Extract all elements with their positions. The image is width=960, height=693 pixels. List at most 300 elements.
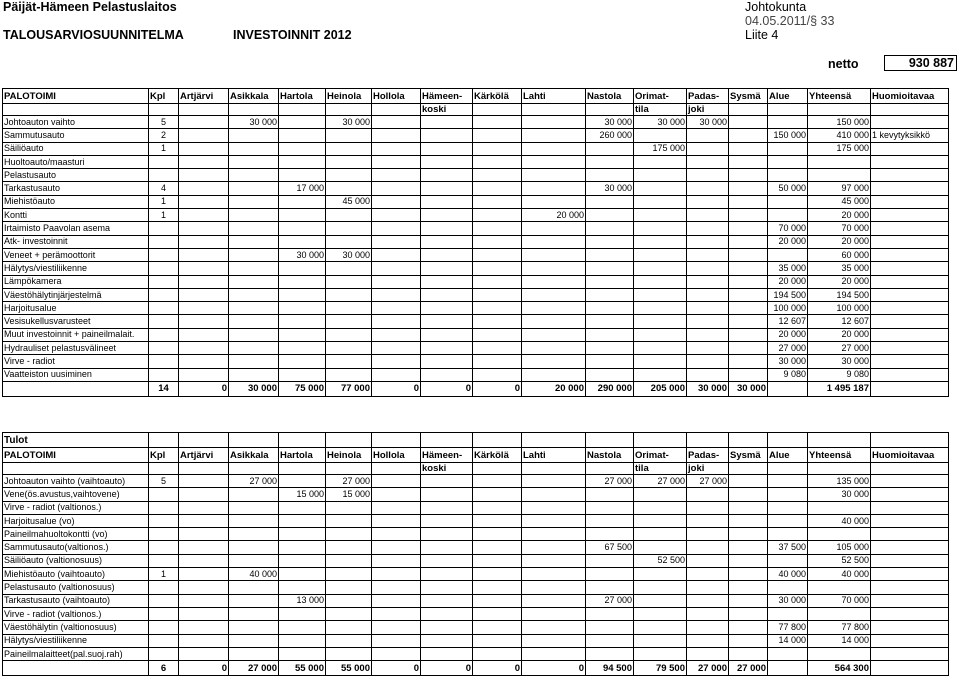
column-header: Huomioitavaa — [871, 448, 949, 463]
table-cell: 12 607 — [808, 315, 871, 328]
column-header: Hollola — [372, 448, 421, 463]
table-cell — [421, 302, 473, 315]
table-cell — [729, 514, 768, 527]
table-cell — [586, 568, 634, 581]
table-cell — [729, 155, 768, 168]
table-cell — [179, 195, 229, 208]
table-cell — [586, 328, 634, 341]
table-cell: Väestöhälytin (valtionosuus) — [3, 621, 149, 634]
table-cell: 0 — [421, 381, 473, 396]
table-cell — [729, 528, 768, 541]
table-cell — [871, 381, 949, 396]
table-cell — [586, 275, 634, 288]
table-cell — [229, 235, 279, 248]
table-cell — [326, 368, 372, 381]
table-cell — [808, 433, 871, 448]
table-cell: Hälytys/viestiliikenne — [3, 262, 149, 275]
table-cell — [808, 169, 871, 182]
table-cell — [372, 488, 421, 501]
netto-label: netto — [828, 57, 859, 71]
table-cell: 79 500 — [634, 661, 687, 676]
table-row — [3, 195, 949, 208]
table-cell: 30 000 — [687, 116, 729, 129]
table-cell — [871, 155, 949, 168]
table-cell: 15 000 — [279, 488, 326, 501]
table-cell: 27 000 — [586, 475, 634, 488]
table-cell — [279, 541, 326, 554]
table-row — [3, 302, 949, 315]
table-cell: 6 — [149, 661, 179, 676]
column-header: Hämeen- — [421, 89, 473, 104]
table-cell — [634, 262, 687, 275]
table-cell — [179, 275, 229, 288]
table-row — [3, 621, 949, 634]
table-cell — [421, 116, 473, 129]
table-cell — [473, 581, 522, 594]
table-cell: 20 000 — [808, 328, 871, 341]
table-cell: 55 000 — [279, 661, 326, 676]
table-cell — [522, 302, 586, 315]
table-row — [3, 209, 949, 222]
table-cell — [729, 594, 768, 607]
table-cell — [729, 182, 768, 195]
document-subtitle: INVESTOINNIT 2012 — [233, 28, 352, 42]
table-cell — [149, 262, 179, 275]
table-cell — [372, 501, 421, 514]
table-cell — [229, 554, 279, 567]
table-cell — [729, 355, 768, 368]
table-cell: 1 — [149, 209, 179, 222]
table-cell — [871, 342, 949, 355]
table-cell — [421, 634, 473, 647]
table-cell — [522, 328, 586, 341]
table-cell: 30 000 — [229, 381, 279, 396]
table-cell — [149, 594, 179, 607]
table-cell: 75 000 — [279, 381, 326, 396]
table-cell — [326, 342, 372, 355]
table-cell: 20 000 — [522, 209, 586, 222]
table-cell: 30 000 — [729, 381, 768, 396]
table-cell: 27 000 — [229, 475, 279, 488]
table-cell: Virve - radiot (valtionos.) — [3, 501, 149, 514]
table-cell: 0 — [372, 381, 421, 396]
table-cell — [473, 169, 522, 182]
table-cell — [634, 222, 687, 235]
table-cell — [421, 155, 473, 168]
table-cell — [522, 433, 586, 448]
table-cell — [808, 647, 871, 660]
column-header: Sysmä — [729, 89, 768, 104]
column-subheader — [279, 463, 326, 475]
table-cell — [326, 209, 372, 222]
table-cell — [179, 554, 229, 567]
table-cell — [634, 541, 687, 554]
table-cell — [229, 528, 279, 541]
table-cell — [634, 315, 687, 328]
table-cell — [421, 621, 473, 634]
table-cell — [179, 342, 229, 355]
table-cell — [372, 248, 421, 261]
table-cell — [279, 368, 326, 381]
column-subheader — [149, 463, 179, 475]
table-cell: 30 000 — [808, 355, 871, 368]
table-cell — [522, 355, 586, 368]
table-row — [3, 488, 949, 501]
table-cell — [586, 302, 634, 315]
table-cell — [522, 262, 586, 275]
table-cell — [279, 607, 326, 620]
table-cell: 12 607 — [768, 315, 808, 328]
table-cell: Vesisukellusvarusteet — [3, 315, 149, 328]
table-cell — [421, 169, 473, 182]
table-cell — [421, 129, 473, 142]
table-cell: 77 800 — [808, 621, 871, 634]
table-cell — [421, 342, 473, 355]
table-cell — [687, 514, 729, 527]
table-cell: 1 — [149, 195, 179, 208]
table-cell — [229, 142, 279, 155]
column-header: Alue — [768, 89, 808, 104]
table-cell — [586, 248, 634, 261]
table-cell — [372, 182, 421, 195]
table-cell — [229, 488, 279, 501]
table-cell — [279, 169, 326, 182]
table-cell — [768, 142, 808, 155]
column-subheader — [808, 104, 871, 116]
table-cell — [729, 581, 768, 594]
table-row — [3, 288, 949, 301]
table-cell — [634, 182, 687, 195]
table-cell — [522, 475, 586, 488]
column-subheader — [586, 463, 634, 475]
table-cell — [522, 222, 586, 235]
table-cell: 35 000 — [808, 262, 871, 275]
table-row — [3, 514, 949, 527]
table-cell — [149, 275, 179, 288]
table-cell — [372, 155, 421, 168]
table-cell — [768, 607, 808, 620]
table-cell — [768, 581, 808, 594]
table-cell — [326, 182, 372, 195]
table-cell — [522, 568, 586, 581]
table-cell — [326, 328, 372, 341]
table-cell — [149, 288, 179, 301]
table-cell: 14 — [149, 381, 179, 396]
table-cell: 30 000 — [279, 248, 326, 261]
table-cell — [421, 501, 473, 514]
column-header: Orimat- — [634, 89, 687, 104]
table-cell: Irtaimisto Paavolan asema — [3, 222, 149, 235]
table-cell — [372, 315, 421, 328]
column-header: Hartola — [279, 89, 326, 104]
table-cell — [871, 222, 949, 235]
attachment-label: Liite 4 — [745, 28, 779, 42]
table-cell — [179, 488, 229, 501]
table-cell — [326, 554, 372, 567]
table-cell — [522, 275, 586, 288]
table-cell — [473, 116, 522, 129]
table-cell — [473, 235, 522, 248]
column-header: Heinola — [326, 89, 372, 104]
table-cell — [522, 594, 586, 607]
table-cell — [586, 288, 634, 301]
table-cell — [871, 621, 949, 634]
table-cell — [421, 433, 473, 448]
table-cell — [279, 195, 326, 208]
table-cell — [149, 235, 179, 248]
column-header-row — [3, 89, 949, 104]
table-cell — [149, 248, 179, 261]
table-cell: 260 000 — [586, 129, 634, 142]
table-cell — [179, 129, 229, 142]
table-cell — [372, 328, 421, 341]
table-cell — [279, 528, 326, 541]
table-cell — [326, 568, 372, 581]
table-cell — [372, 262, 421, 275]
table-row — [3, 235, 949, 248]
table-cell: Hälytys/viestiliikenne — [3, 634, 149, 647]
table-cell — [372, 235, 421, 248]
table-cell: 1 495 187 — [808, 381, 871, 396]
table-cell — [421, 275, 473, 288]
table-cell — [229, 501, 279, 514]
table-cell — [421, 182, 473, 195]
table-cell: 77 800 — [768, 621, 808, 634]
table-cell — [179, 142, 229, 155]
table-cell: Veneet + perämoottorit — [3, 248, 149, 261]
table-cell: 194 500 — [808, 288, 871, 301]
table-cell — [808, 607, 871, 620]
table-cell — [687, 129, 729, 142]
table-cell — [421, 554, 473, 567]
table-cell — [586, 368, 634, 381]
table-cell — [372, 607, 421, 620]
table-cell — [372, 129, 421, 142]
table-cell — [687, 275, 729, 288]
table-cell — [522, 195, 586, 208]
table-cell — [586, 315, 634, 328]
table-cell — [279, 288, 326, 301]
table-cell — [586, 581, 634, 594]
table-cell: 20 000 — [768, 275, 808, 288]
column-subheader — [522, 104, 586, 116]
table-row — [3, 528, 949, 541]
table-cell: Huoltoauto/maasturi — [3, 155, 149, 168]
table-cell: Harjoitusalue (vo) — [3, 514, 149, 527]
table-cell — [179, 155, 229, 168]
table-cell — [808, 581, 871, 594]
table-cell — [687, 501, 729, 514]
table-cell: 70 000 — [808, 594, 871, 607]
column-subheader — [326, 104, 372, 116]
table-cell: Säiliöauto (valtionosuus) — [3, 554, 149, 567]
table-cell — [149, 528, 179, 541]
table-cell — [421, 235, 473, 248]
column-subheader — [473, 463, 522, 475]
table-cell: Pelastusauto (valtionosuus) — [3, 581, 149, 594]
table-row — [3, 116, 949, 129]
table-cell — [279, 209, 326, 222]
table-cell: 30 000 — [768, 355, 808, 368]
income-title: Tulot — [3, 433, 149, 448]
column-header: Kärkölä — [473, 89, 522, 104]
table-cell — [871, 182, 949, 195]
table-cell — [687, 621, 729, 634]
table-cell — [179, 209, 229, 222]
table-cell — [421, 594, 473, 607]
table-cell — [729, 568, 768, 581]
table-cell — [179, 568, 229, 581]
table-row — [3, 355, 949, 368]
table-cell — [768, 647, 808, 660]
table-cell — [634, 514, 687, 527]
table-cell — [279, 475, 326, 488]
table-cell: 9 080 — [768, 368, 808, 381]
table-row — [3, 475, 949, 488]
table-cell — [729, 116, 768, 129]
table-cell: 14 000 — [768, 634, 808, 647]
table-cell — [473, 647, 522, 660]
table-cell: 67 500 — [586, 541, 634, 554]
table-cell — [687, 209, 729, 222]
table-cell — [522, 129, 586, 142]
table-cell: 150 000 — [808, 116, 871, 129]
table-cell — [149, 302, 179, 315]
table-cell — [871, 568, 949, 581]
table-cell — [871, 248, 949, 261]
table-cell — [522, 235, 586, 248]
column-subheader: koski — [421, 463, 473, 475]
table-cell — [687, 433, 729, 448]
table-cell: Pelastusauto — [3, 169, 149, 182]
table-cell: Väestöhälytinjärjestelmä — [3, 288, 149, 301]
table-cell: Kontti — [3, 209, 149, 222]
table-cell — [326, 541, 372, 554]
table-cell — [522, 182, 586, 195]
column-subheader — [768, 104, 808, 116]
table-cell — [421, 288, 473, 301]
table-cell — [687, 568, 729, 581]
table-cell — [279, 433, 326, 448]
board-label: Johtokunta — [745, 0, 807, 14]
table-cell — [326, 262, 372, 275]
table-cell — [326, 275, 372, 288]
table-cell — [729, 195, 768, 208]
table-cell: 30 000 — [229, 116, 279, 129]
table-cell — [871, 262, 949, 275]
table-cell — [729, 647, 768, 660]
table-cell — [687, 155, 729, 168]
table-cell — [634, 235, 687, 248]
table-cell: Hydrauliset pelastusvälineet — [3, 342, 149, 355]
table-row — [3, 169, 949, 182]
table-cell — [729, 235, 768, 248]
table-cell — [372, 368, 421, 381]
table-cell: Atk- investoinnit — [3, 235, 149, 248]
column-subheader — [279, 104, 326, 116]
table-cell — [179, 368, 229, 381]
table-cell — [149, 554, 179, 567]
table-cell — [522, 634, 586, 647]
table-cell — [372, 634, 421, 647]
table-cell: 27 000 — [326, 475, 372, 488]
table-cell — [473, 209, 522, 222]
table-cell — [871, 235, 949, 248]
column-header: Artjärvi — [179, 448, 229, 463]
table-cell — [586, 155, 634, 168]
document-title: TALOUSARVIOSUUNNITELMA — [3, 28, 184, 42]
table-cell: 27 000 — [586, 594, 634, 607]
table-cell — [586, 262, 634, 275]
table-cell — [768, 116, 808, 129]
column-subheader — [871, 104, 949, 116]
table-cell — [279, 621, 326, 634]
table-cell — [729, 328, 768, 341]
table-cell — [871, 541, 949, 554]
table-cell: 35 000 — [768, 262, 808, 275]
column-subheader — [3, 104, 149, 116]
table-cell — [473, 528, 522, 541]
table-cell: 30 000 — [687, 381, 729, 396]
table-cell — [522, 554, 586, 567]
table-cell — [229, 647, 279, 660]
table-row — [3, 222, 949, 235]
table-cell: Tarkastusauto — [3, 182, 149, 195]
table-cell — [279, 328, 326, 341]
table-cell — [768, 501, 808, 514]
table-cell — [586, 209, 634, 222]
table-cell — [768, 661, 808, 676]
table-row — [3, 275, 949, 288]
table-cell: 1 — [149, 142, 179, 155]
table-cell: 27 000 — [687, 475, 729, 488]
table-cell: 17 000 — [279, 182, 326, 195]
table-cell — [149, 368, 179, 381]
table-cell — [372, 594, 421, 607]
table-cell — [229, 129, 279, 142]
table-cell — [179, 116, 229, 129]
table-cell — [729, 248, 768, 261]
table-cell: Virve - radiot (valtionos.) — [3, 607, 149, 620]
table-cell — [634, 647, 687, 660]
table-cell — [871, 328, 949, 341]
table-cell — [586, 488, 634, 501]
table-cell — [279, 222, 326, 235]
table-cell — [421, 647, 473, 660]
table-cell — [229, 342, 279, 355]
table-cell: Johtoauton vaihto (vaihtoauto) — [3, 475, 149, 488]
table-cell — [179, 475, 229, 488]
expenses-table — [2, 88, 949, 397]
table-cell — [421, 355, 473, 368]
table-cell: 5 — [149, 116, 179, 129]
table-cell: 0 — [473, 381, 522, 396]
table-row — [3, 594, 949, 607]
table-cell — [687, 288, 729, 301]
column-subheader: joki — [687, 463, 729, 475]
column-header: Hartola — [279, 448, 326, 463]
table-cell — [372, 621, 421, 634]
table-cell — [522, 368, 586, 381]
table-cell — [279, 355, 326, 368]
table-cell — [229, 514, 279, 527]
table-cell — [179, 501, 229, 514]
table-cell — [634, 355, 687, 368]
table-cell: 70 000 — [808, 222, 871, 235]
table-cell — [729, 541, 768, 554]
table-cell — [871, 275, 949, 288]
table-cell — [808, 528, 871, 541]
